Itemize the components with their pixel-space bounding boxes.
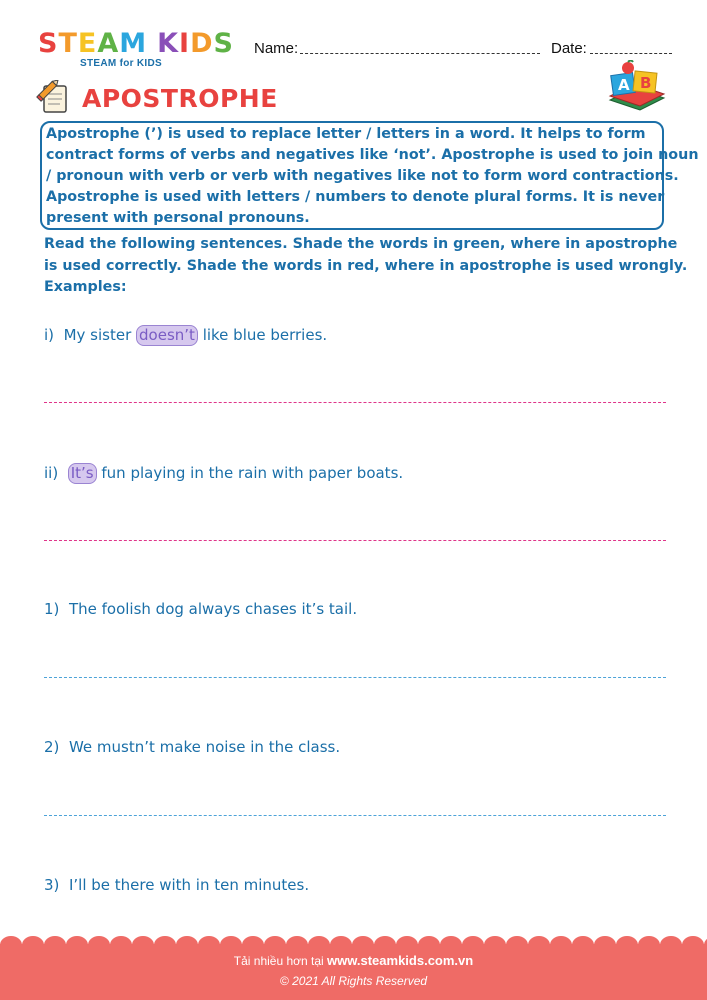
sentence-text: I’ll be there with in ten minutes. bbox=[68, 876, 310, 894]
logo-letter: K bbox=[157, 28, 180, 59]
footer-prefix: Tải nhiều hơn tại bbox=[233, 954, 328, 968]
sentence-number: 2) bbox=[44, 738, 60, 756]
ab-letter-b: B bbox=[640, 74, 652, 92]
instruction-line: Read the following sentences. Shade the words in green, where in apostrophe bbox=[44, 236, 678, 252]
date-field[interactable] bbox=[590, 53, 672, 54]
sentence-number: 1) bbox=[44, 600, 60, 618]
logo-wordmark bbox=[38, 30, 238, 58]
exercise-sentence-1[interactable] bbox=[44, 600, 357, 618]
footer-site-link[interactable]: www.steamkids.com.vn bbox=[327, 953, 474, 968]
sentence-number: 3) bbox=[44, 876, 60, 894]
examples-label: Examples: bbox=[44, 279, 127, 295]
definition-line: / pronoun with verb or verb with negatives like not to form word contractions. bbox=[46, 168, 679, 184]
ab-letter-a: A bbox=[618, 76, 630, 94]
name-field[interactable] bbox=[300, 53, 540, 54]
exercise-sentence-3[interactable] bbox=[44, 876, 309, 894]
answer-divider bbox=[44, 815, 666, 816]
definition-line: Apostrophe is used with letters / numbers to denote plural forms. It is never bbox=[46, 189, 665, 205]
name-label: Name: bbox=[254, 40, 299, 57]
logo-letter: A bbox=[97, 28, 120, 59]
definition-line: present with personal pronouns. bbox=[46, 210, 310, 226]
logo-subtitle: STEAM for KIDS bbox=[80, 58, 162, 69]
logo-letter: E bbox=[77, 28, 98, 59]
example-sentence-2 bbox=[44, 463, 403, 484]
page-title: APOSTROPHE bbox=[82, 84, 278, 113]
logo-letter: T bbox=[58, 28, 78, 59]
definition-box bbox=[40, 121, 699, 230]
logo-letter: S bbox=[38, 28, 59, 59]
sentence-number: i) bbox=[44, 326, 55, 344]
sentence-text-after: like blue berries. bbox=[197, 326, 328, 344]
sentence-text-before: My sister bbox=[63, 326, 137, 344]
sentence-text-after: fun playing in the rain with paper boats. bbox=[96, 464, 404, 482]
sentence-number: ii) bbox=[44, 464, 59, 482]
footer-download-text bbox=[0, 953, 707, 968]
date-label: Date: bbox=[551, 40, 587, 57]
footer-copyright: © 2021 All Rights Reserved bbox=[279, 974, 428, 988]
answer-divider bbox=[44, 540, 666, 541]
highlighted-word[interactable]: doesn’t bbox=[136, 325, 198, 346]
footer bbox=[0, 944, 707, 1000]
footer-scallop bbox=[0, 935, 707, 945]
definition-line: contract forms of verbs and negatives like ‘not’. Apostrophe is used to join noun bbox=[46, 147, 699, 163]
answer-divider bbox=[44, 677, 666, 678]
definition-line: Apostrophe (’) is used to replace letter / letters in a word. It helps to form bbox=[46, 126, 646, 142]
instructions bbox=[44, 233, 687, 277]
pencil-paper-icon bbox=[36, 80, 72, 116]
logo-letter: D bbox=[190, 28, 214, 59]
sentence-text: The foolish dog always chases it’s tail. bbox=[68, 600, 358, 618]
sentence-text: We mustn’t make noise in the class. bbox=[68, 738, 341, 756]
logo-letter: M bbox=[119, 28, 148, 59]
instruction-line: is used correctly. Shade the words in red, where in apostrophe is used wrongly. bbox=[44, 258, 688, 274]
steam-kids-logo bbox=[38, 30, 238, 70]
highlighted-word[interactable]: It’s bbox=[68, 463, 97, 484]
logo-letter: I bbox=[179, 28, 191, 59]
example-sentence-1 bbox=[44, 325, 327, 346]
logo-letter: S bbox=[213, 28, 234, 59]
exercise-sentence-2[interactable] bbox=[44, 738, 340, 756]
answer-divider bbox=[44, 402, 666, 403]
abc-books-icon bbox=[604, 60, 668, 114]
